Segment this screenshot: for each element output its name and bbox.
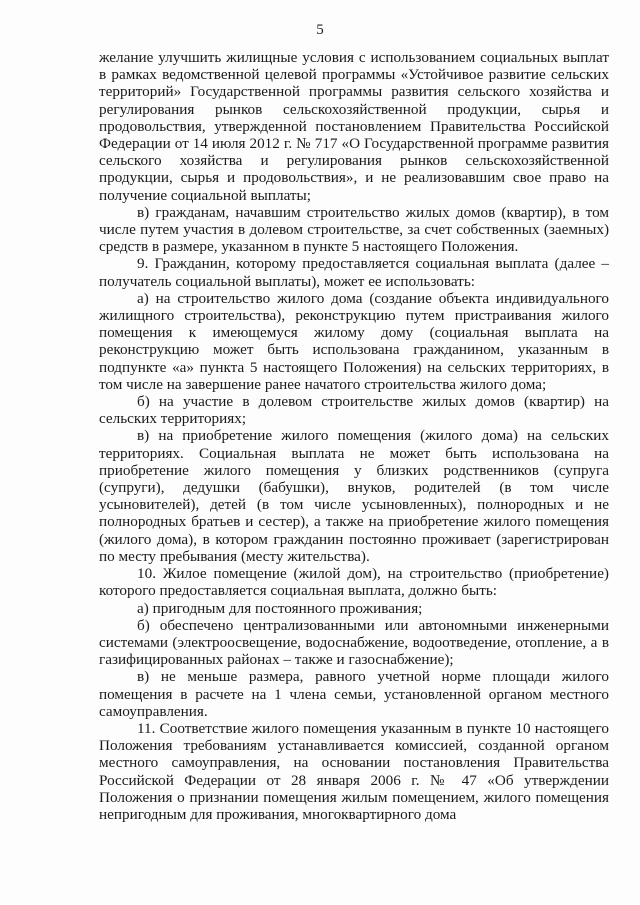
- paragraph-9a: а) на строительство жилого дома (создание объекта индивидуального жилищного строительства), реконструкцию путем пристраивания жилого помещения к имеющемуся жилому дому (социальная выплата на реконструкцию может быть использована гражданином, указанным в подпункте «а» пункта 5 настоящего Положения) на сельских территориях, в том числе на завершение ранее начатого строительства жилого дома;: [99, 289, 609, 393]
- paragraph-9v: в) на приобретение жилого помещения (жилого дома) на сельских территориях. Социальная выплата не может быть использована на приобретение жилого помещения у близких родственников (супруга (супруги), дедушки (бабушки), внуков, родителей (в том числе усыновителей), детей (в том числе усыновленных), полнородных и не полнородных братьев и сестер), а также на приобретение жилого помещения (жилого дома), в котором гражданин постоянно проживает (зарегистрирован по месту пребывания (месту жительства).: [99, 427, 609, 565]
- paragraph-10a: а) пригодным для постоянного проживания;: [137, 599, 423, 617]
- paragraph-10: 10. Жилое помещение (жилой дом), на строительство (приобретение) которого предоставляется социальная выплата, должно быть:: [99, 565, 609, 600]
- paragraph-11: 11. Соответствие жилого помещения указанным в пункте 10 настоящего Положения требованиям устанавливается комиссией, созданной органом местного самоуправления, на основании постановления Правительства Российской Федерации от 28 января 2006 г. № 47 «Об утверждении Положения о признании помещения жилым помещением, жилого помещения непригодным для проживания, многоквартирного дома: [99, 719, 609, 823]
- paragraph-8v: в) гражданам, начавшим строительство жилых домов (квартир), в том числе путем участия в долевом строительстве, за счет собственных (заемных) средств в размере, указанном в пункте 5 настоящего Положения.: [99, 203, 609, 256]
- paragraph-intro-continuation: желание улучшить жилищные условия с использованием социальных выплат в рамках ведомственной целевой программы «Устойчивое развитие сельских территорий» Государственной программы развития сельского хозяйства и регулирования рынков сельскохозяйственной продукции, сырья и продовольствия, утвержденной постановлением Правительства Российской Федерации от 14 июля 2012 г. № 717 «О Государственной программе развития сельского хозяйства и регулирования рынков сельскохозяйственной продукции, сырья и продовольствия», и не реализовавшим свое право на получение социальной выплаты;: [99, 49, 609, 204]
- document-body: [99, 49, 609, 823]
- paragraph-10v: в) не меньше размера, равного учетной норме площади жилого помещения в расчете на 1 члена семьи, установленной органом местного самоуправления.: [99, 668, 609, 720]
- page-number: 5: [316, 22, 324, 38]
- paragraph-9b: б) на участие в долевом строительстве жилых домов (квартир) на сельских территориях;: [99, 393, 609, 428]
- paragraph-9: 9. Гражданин, которому предоставляется социальная выплата (далее – получатель социальной выплаты), может ее использовать:: [99, 255, 609, 290]
- paragraph-10b: б) обеспечено централизованными или автономными инженерными системами (электроосвещение, водоснабжение, водоотведение, отопление, а в газифицированных районах – также и газоснабжение);: [99, 616, 609, 669]
